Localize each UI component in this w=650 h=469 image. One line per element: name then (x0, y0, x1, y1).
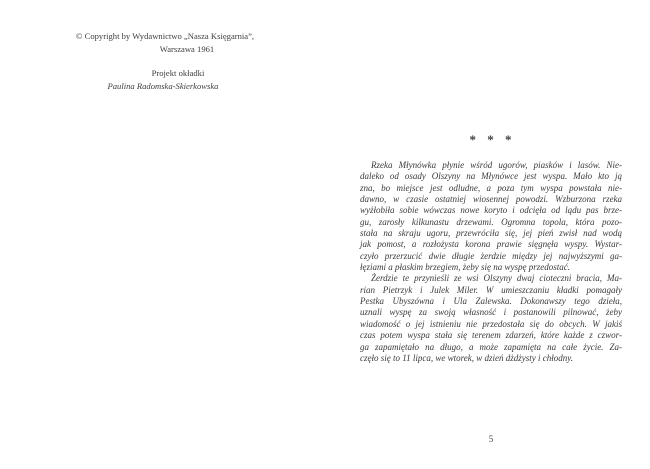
body-line: wiadomość o jej istnieniu nie przedostała się do obcych. W jakiś (360, 318, 622, 329)
section-separator-stars: * * * (469, 132, 513, 147)
copyright-city-year: Warszawa 1961 (159, 44, 215, 54)
colophon (63, 30, 267, 93)
body-text (360, 160, 622, 364)
page-number: 5 (488, 434, 494, 444)
body-line: zna, bo miejsce jest odludne, a poza tym wyspa powstała nie- (360, 182, 622, 193)
body-line: rian Pietrzyk i Julek Miler. W umieszczaniu kładki pomagały (360, 284, 622, 295)
body-line: ga zapamiętało na długo, a może zapamięta na całe życie. Za- (360, 341, 622, 352)
body-line: jak pomost, a rozłożysta korona prawie sięgnęła wyspy. Wystar- (360, 239, 622, 250)
body-line: Rzeka Młynówka płynie wśród ugorów, piasków i lasów. Nie- (371, 160, 622, 170)
body-line: uznali wyspę za swoją własność i postanowili pilnować, żeby (360, 307, 622, 318)
body-line: łęziami a płaskim brzegiem, żeby się na wyspę przedostać. (360, 262, 570, 273)
body-line: Żerdzie te przynieśli ze wsi Olszyny dwaj cioteczni bracia, Ma- (371, 273, 622, 284)
body-line: wyżłobiła sobie wówczas nowe koryto i odcięła od lądu pas brze- (360, 205, 622, 216)
cover-design-label: Projekt okładki (151, 68, 205, 78)
copyright-line: © Copyright by Wydawnictwo „Nasza Księgarnia”, (75, 31, 255, 41)
body-line: stała na skraju ugoru, przewróciła się, jej pień zwisł nad wodą (360, 228, 622, 239)
body-line: dawno, w czasie ostatniej wiosennej powodzi. Wzburzona rzeka (360, 194, 622, 205)
body-line: czyło przerzucić dwie długie żerdzie między jej najwyższymi ga- (360, 250, 622, 261)
body-line: Pestka Ubyszówna i Ula Zalewska. Dokonawszy tego dzieła, (360, 296, 622, 307)
cover-designer-name: Paulina Radomska-Skierkowska (107, 81, 219, 91)
cover-design-credit (63, 67, 267, 93)
body-line: daleko od osady Olszyny na Młynówce jest wyspa. Mało kto ją (360, 171, 622, 182)
body-line: czas potem wyspa stała się terenem zdarzeń, które każde z czwor- (360, 330, 622, 341)
body-line: częło się to 11 lipca, we wtorek, w dzień dżdżysty i chłodny. (360, 352, 573, 363)
body-line: gu, zarosły kilkunastu drzewami. Ogromna topola, która pozo- (360, 216, 622, 227)
chapter-page (360, 133, 622, 364)
